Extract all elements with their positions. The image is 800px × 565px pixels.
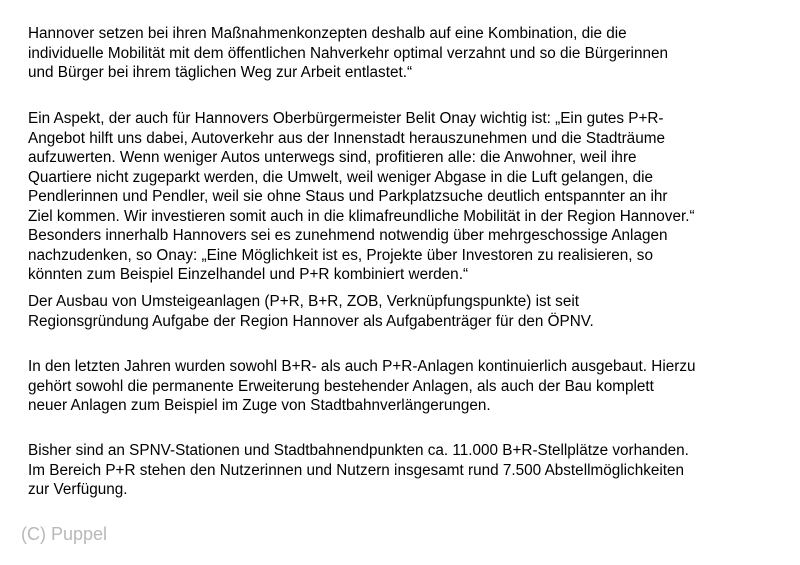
text-line: gehört sowohl die permanente Erweiterung bestehender Anlagen, als auch der Bau komplett: [28, 377, 654, 395]
text-line: nachzudenken, so Onay: „Eine Möglichkeit ist es, Projekte über Investoren zu realisieren, so: [28, 246, 653, 264]
paragraph-2: [28, 109, 695, 285]
paragraph-5: [28, 441, 689, 500]
text-line: Besonders innerhalb Hannovers sei es zunehmend notwendig über mehrgeschossige Anlagen: [28, 227, 668, 244]
text-line: Ein Aspekt, der auch für Hannovers Oberbürgermeister Belit Onay wichtig ist: „Ein gutes P+R-: [28, 110, 664, 127]
text-line: und Bürger bei ihrem täglichen Weg zur Arbeit entlastet.“: [28, 64, 413, 81]
text-line: Der Ausbau von Umsteigeanlagen (P+R, B+R, ZOB, Verknüpfungspunkte) ist seit: [28, 293, 579, 310]
paragraph-4: [28, 357, 696, 416]
paragraph-3: [28, 292, 594, 331]
text-line: Ziel kommen. Wir investieren somit auch in die klimafreundliche Mobilität in der Region Hannover.“: [28, 207, 695, 225]
text-line: Pendlerinnen und Pendler, weil sie ohne Staus und Parkplatzsuche deutlich entspannter an ihr: [28, 188, 668, 205]
paragraph-1: [28, 24, 668, 83]
text-line: könnten zum Beispiel Einzelhandel und P+R kombiniert werden.“: [28, 266, 469, 283]
text-line: neuer Anlagen zum Beispiel im Zuge von Stadtbahnverlängerungen.: [28, 397, 491, 414]
text-line: individuelle Mobilität mit dem öffentlichen Nahverkehr optimal verzahnt und so die Bürgerinnen: [28, 44, 668, 62]
text-line: Quartiere nicht zugeparkt werden, die Umwelt, weil weniger Abgase in die Luft gelangen, die: [28, 168, 653, 186]
text-line: zur Verfügung.: [28, 481, 128, 498]
copyright-watermark: (C) Puppel: [21, 524, 108, 544]
text-line: Angebot hilft uns dabei, Autoverkehr aus der Innenstadt herauszunehmen und die Stadträume: [28, 129, 665, 147]
text-line: Hannover setzen bei ihren Maßnahmenkonzepten deshalb auf eine Kombination, die die: [28, 25, 627, 42]
text-line: Regionsgründung Aufgabe der Region Hannover als Aufgabenträger für den ÖPNV.: [28, 312, 594, 330]
text-line: Bisher sind an SPNV-Stationen und Stadtbahnendpunkten ca. 11.000 B+R-Stellplätze vorhanden.: [28, 442, 689, 459]
text-line: Im Bereich P+R stehen den Nutzerinnen und Nutzern insgesamt rund 7.500 Abstellmöglichkeiten: [28, 461, 685, 479]
document-page: [28, 0, 788, 565]
text-line: aufzuwerten. Wenn weniger Autos unterwegs sind, profitieren alle: die Anwohner, weil ihre: [28, 149, 637, 166]
text-line: In den letzten Jahren wurden sowohl B+R- als auch P+R-Anlagen kontinuierlich ausgebaut. Hierzu: [28, 358, 696, 375]
